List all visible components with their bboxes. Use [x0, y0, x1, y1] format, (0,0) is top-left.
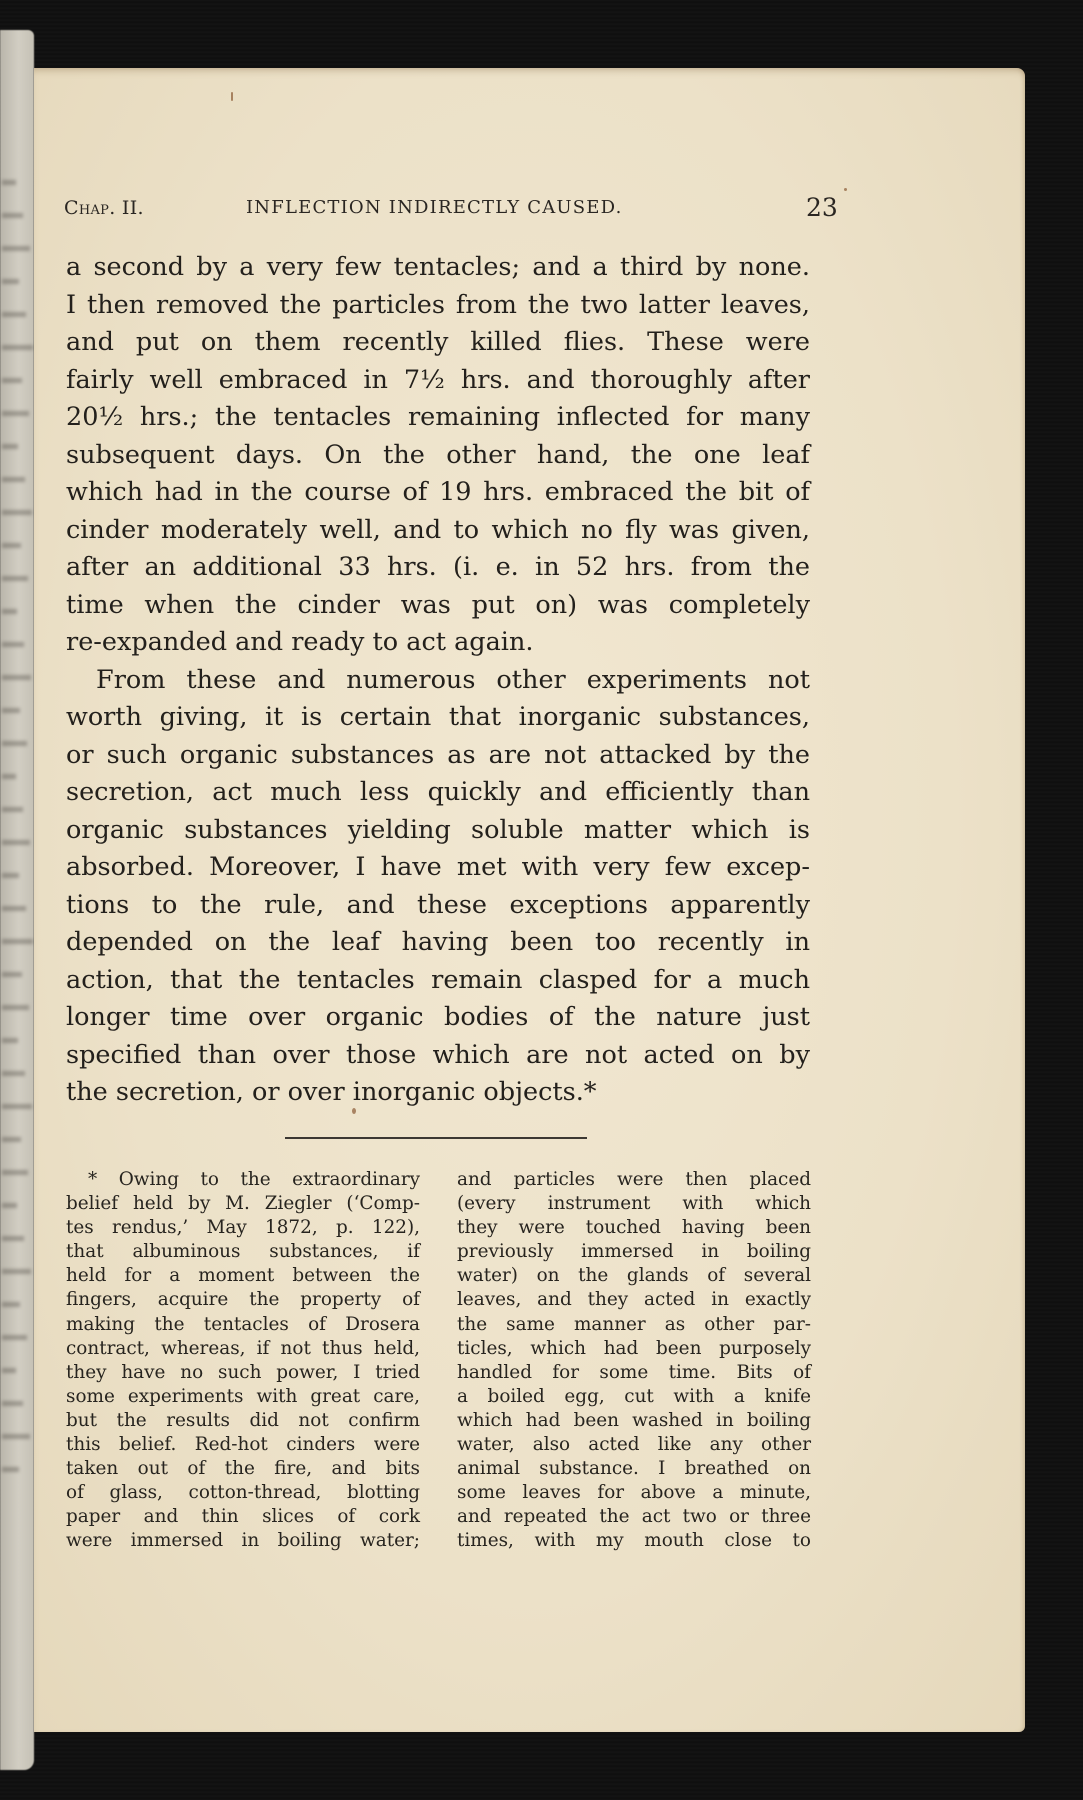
- footnote-separator-rule: [285, 1137, 587, 1139]
- body-line: worth giving, it is certain that inorganic substances,: [66, 702, 810, 732]
- footnote-right-column: [457, 1168, 811, 1554]
- adjacent-page-text-blur: [2, 675, 31, 680]
- adjacent-page-text-blur: [2, 246, 30, 251]
- adjacent-page-text-blur: [2, 1104, 32, 1109]
- footnote-line: contract, whereas, if not thus held,: [66, 1337, 420, 1359]
- adjacent-page-text-blur: [2, 1401, 23, 1406]
- footnote-line: tes rendus,’ May 1872, p. 122),: [66, 1217, 420, 1239]
- adjacent-page-text-blur: [2, 1170, 28, 1175]
- chapter-title: INFLECTION INDIRECTLY CAUSED.: [246, 197, 623, 218]
- adjacent-page-text-blur: [2, 1434, 30, 1439]
- adjacent-page-text-blur: [2, 510, 32, 515]
- body-line: or such organic substances as are not attacked by the: [66, 739, 810, 770]
- adjacent-page-text-blur: [2, 543, 21, 548]
- body-line: fairly well embraced in 7½ hrs. and thoroughly after: [66, 364, 810, 395]
- footnote-line: some leaves for above a minute,: [457, 1482, 811, 1504]
- adjacent-page-text-blur: [2, 1335, 27, 1340]
- adjacent-page-edge: [0, 30, 34, 1770]
- page-number: 23: [806, 193, 838, 222]
- body-line: secretion, act much less quickly and efficiently than: [66, 777, 810, 807]
- adjacent-page-text-blur: [2, 906, 26, 911]
- adjacent-page-text-blur: [2, 576, 28, 581]
- adjacent-page-text-blur: [2, 1005, 29, 1010]
- adjacent-page-text-blur: [2, 444, 18, 449]
- adjacent-page-text-blur: [2, 378, 22, 383]
- body-line: subsequent days. On the other hand, the one leaf: [66, 439, 810, 470]
- footnote-line: handled for some time. Bits of: [457, 1361, 811, 1383]
- adjacent-page-text-blur: [2, 1038, 18, 1043]
- adjacent-page-text-blur: [2, 213, 23, 218]
- body-line: longer time over organic bodies of the nature just: [66, 1002, 810, 1032]
- footnote-line: a boiled egg, cut with a knife: [457, 1385, 811, 1407]
- paper-speck: [844, 188, 847, 191]
- body-line: time when the cinder was put on) was completely: [66, 589, 810, 620]
- adjacent-page-text-blur: [2, 807, 23, 812]
- body-line: a second by a very few tentacles; and a third by none.: [66, 252, 810, 282]
- footnote-line: and particles were then placed: [457, 1169, 811, 1190]
- body-line: after an additional 33 hrs. (i. e. in 52 hrs. from the: [66, 552, 810, 582]
- body-line: re-expanded and ready to act again.: [66, 627, 534, 657]
- book-page: [34, 68, 1025, 1732]
- footnote-line: the same manner as other par-: [457, 1313, 811, 1335]
- footnote-line: belief held by M. Ziegler (‘Comp-: [66, 1193, 420, 1215]
- adjacent-page-text-blur: [2, 312, 26, 317]
- body-line: absorbed. Moreover, I have met with very few excep-: [66, 852, 810, 882]
- footnote-line: this belief. Red-hot cinders were: [66, 1434, 420, 1456]
- adjacent-page-text-blur: [2, 774, 16, 779]
- footnote-left-column: [66, 1168, 420, 1554]
- footnote-line: which had been washed in boiling: [457, 1409, 811, 1431]
- adjacent-page-text-blur: [2, 1137, 21, 1142]
- footnote-line: and repeated the act two or three: [457, 1506, 811, 1528]
- footnote-line: animal substance. I breathed on: [457, 1458, 811, 1480]
- footnote-line: making the tentacles of Drosera: [66, 1313, 420, 1335]
- body-line: action, that the tentacles remain clasped for a much: [66, 964, 810, 995]
- adjacent-page-text-blur: [2, 609, 17, 614]
- adjacent-page-text-blur: [2, 1071, 25, 1076]
- body-line: organic substances yielding soluble matter which is: [66, 814, 810, 845]
- adjacent-page-text-blur: [2, 1236, 24, 1241]
- paper-speck: [352, 1108, 356, 1114]
- footnote-line: water, also acted like any other: [457, 1434, 811, 1456]
- body-line: tions to the rule, and these exceptions apparently: [66, 889, 810, 920]
- footnote-line: paper and thin slices of cork: [66, 1506, 420, 1528]
- adjacent-page-text-blur: [2, 939, 33, 944]
- body-line: 20½ hrs.; the tentacles remaining inflected for many: [66, 402, 810, 432]
- footnote-line: ticles, which had been purposely: [457, 1337, 811, 1359]
- adjacent-page-text-blur: [2, 873, 19, 878]
- adjacent-page-text-blur: [2, 180, 16, 185]
- adjacent-page-text-blur: [2, 1467, 19, 1472]
- adjacent-page-text-blur: [2, 477, 25, 482]
- footnote-line: but the results did not confirm: [66, 1409, 420, 1431]
- body-text: [66, 249, 810, 1112]
- body-line: depended on the leaf having been too recently in: [66, 927, 810, 957]
- body-line: I then removed the particles from the two latter leaves,: [66, 289, 810, 320]
- footnote-line: taken out of the fire, and bits: [66, 1458, 420, 1480]
- adjacent-page-text-blur: [2, 345, 33, 350]
- adjacent-page-text-blur: [2, 1203, 17, 1208]
- adjacent-page-text-blur: [2, 279, 19, 284]
- body-line: which had in the course of 19 hrs. embraced the bit of: [66, 477, 810, 507]
- chapter-label: Chap. II.: [64, 197, 144, 219]
- body-line: cinder moderately well, and to which no fly was given,: [66, 514, 810, 545]
- footnote-line: were immersed in boiling water;: [66, 1530, 420, 1552]
- adjacent-page-text-blur: [2, 642, 24, 647]
- adjacent-page-text-blur: [2, 1269, 31, 1274]
- footnote-line: * Owing to the extraordinary: [88, 1169, 420, 1190]
- adjacent-page-text-blur: [2, 411, 29, 416]
- paragraph-start-line: From these and numerous other experiments not: [96, 664, 810, 695]
- adjacent-page-text-blur: [2, 1368, 16, 1373]
- body-line: the secretion, or over inorganic objects.*: [66, 1077, 597, 1107]
- footnote-line: water) on the glands of several: [457, 1265, 811, 1287]
- footnote-line: they have no such power, I tried: [66, 1361, 420, 1383]
- paper-speck: [231, 92, 233, 101]
- adjacent-page-text-blur: [2, 741, 27, 746]
- adjacent-page-text-blur: [2, 840, 30, 845]
- footnote-line: held for a moment between the: [66, 1265, 420, 1287]
- footnote-line: that albuminous substances, if: [66, 1241, 420, 1263]
- body-line: and put on them recently killed flies. These were: [66, 327, 810, 357]
- footnote-line: they were touched having been: [457, 1217, 811, 1239]
- adjacent-page-text-blur: [2, 708, 20, 713]
- adjacent-page-text-blur: [2, 1302, 20, 1307]
- adjacent-page-text-blur: [2, 972, 22, 977]
- footnote-line: leaves, and they acted in exactly: [457, 1289, 811, 1311]
- footnote-line: some experiments with great care,: [66, 1385, 420, 1407]
- footnote-line: times, with my mouth close to: [457, 1530, 811, 1552]
- body-line: specified than over those which are not acted on by: [66, 1039, 810, 1070]
- footnote-line: fingers, acquire the property of: [66, 1289, 420, 1311]
- footnote-line: (every instrument with which: [457, 1193, 811, 1215]
- footnote-line: of glass, cotton-thread, blotting: [66, 1482, 420, 1504]
- running-head: [64, 193, 844, 227]
- footnote-line: previously immersed in boiling: [457, 1241, 811, 1263]
